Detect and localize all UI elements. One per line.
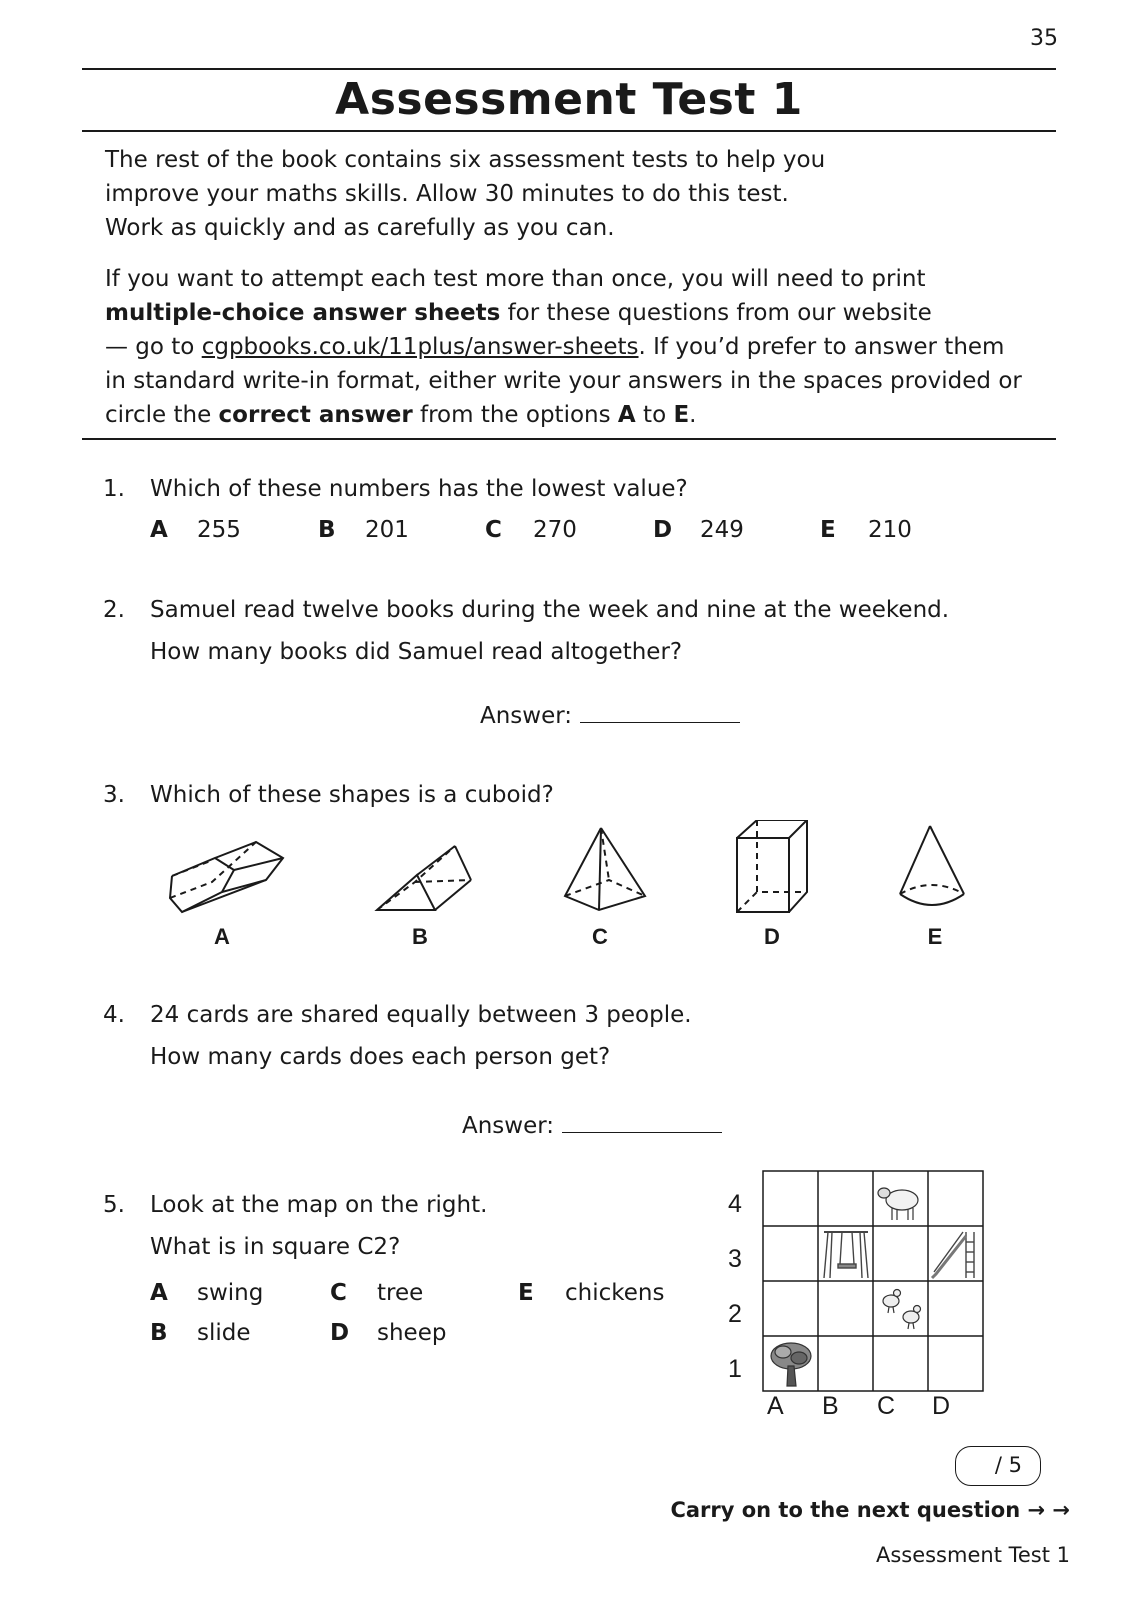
option-e-value[interactable]: chickens: [565, 1280, 665, 1306]
question-3-text: Which of these shapes is a cuboid?: [150, 782, 554, 808]
option-c-value[interactable]: tree: [377, 1280, 424, 1306]
question-5-line-2: What is in square C2?: [150, 1234, 401, 1260]
intro-line: in standard write-in format, either write your answers in the spaces provided or: [105, 368, 1022, 394]
intro-line: If you want to attempt each test more than once, you will need to print: [105, 266, 926, 292]
map-row-label: 4: [728, 1190, 742, 1218]
question-4-line-1: 24 cards are shared equally between 3 people.: [150, 1002, 692, 1028]
intro-line: circle the correct answer from the options A to E.: [105, 402, 697, 428]
question-4-answer: [462, 1113, 722, 1139]
page-number: 35: [1030, 26, 1058, 51]
intro-paragraph-1: [105, 143, 1025, 245]
question-1-text: Which of these numbers has the lowest value?: [150, 476, 688, 502]
question-3-shapes: [160, 820, 1000, 935]
chickens-icon: [883, 1290, 921, 1330]
map-row-label: 3: [728, 1245, 742, 1273]
question-5-line-1: Look at the map on the right.: [150, 1192, 488, 1218]
question-2-answer: [480, 703, 740, 729]
answer-sheets-link[interactable]: cgpbooks.co.uk/11plus/answer-sheets: [201, 334, 639, 360]
intro-paragraph-2: [105, 262, 1025, 432]
triangular-prism-icon[interactable]: [377, 846, 471, 910]
map-row-label: 1: [728, 1355, 742, 1383]
option-a-value[interactable]: swing: [197, 1280, 264, 1306]
title-top-rule: [82, 68, 1056, 70]
answer-label: Answer:: [462, 1113, 555, 1139]
option-b-letter[interactable]: B: [318, 517, 336, 543]
title-bottom-rule: [82, 130, 1056, 132]
option-d-value[interactable]: sheep: [377, 1320, 447, 1346]
option-d-letter[interactable]: D: [653, 517, 673, 543]
option-b-value[interactable]: 201: [365, 517, 409, 543]
option-e-value[interactable]: 210: [868, 517, 912, 543]
option-c-value[interactable]: 270: [533, 517, 577, 543]
option-c-letter[interactable]: C: [330, 1280, 347, 1306]
question-5-options: [150, 1280, 690, 1360]
slide-icon: [932, 1232, 974, 1278]
option-b-letter[interactable]: B: [150, 1320, 168, 1346]
tree-icon: [771, 1343, 811, 1386]
map-column-label: B: [822, 1392, 839, 1420]
intro-line: — go to cgpbooks.co.uk/11plus/answer-sheets. If you’d prefer to answer them: [105, 334, 1005, 360]
question-1-options: [150, 517, 970, 551]
option-e-letter[interactable]: E: [518, 1280, 534, 1306]
carry-on-text: Carry on to the next question → →: [670, 1498, 1070, 1522]
map: [720, 1170, 1020, 1420]
option-a-value[interactable]: 255: [197, 517, 241, 543]
shape-d-label[interactable]: D: [764, 924, 780, 949]
question-2-line-1: Samuel read twelve books during the week and nine at the weekend.: [150, 597, 950, 623]
cone-icon[interactable]: [900, 826, 964, 905]
question-5-number: 5.: [103, 1192, 125, 1218]
question-4-line-2: How many cards does each person get?: [150, 1044, 611, 1070]
question-3-number: 3.: [103, 782, 125, 808]
sheep-icon: [878, 1188, 918, 1220]
question-2-line-2: How many books did Samuel read altogether?: [150, 639, 683, 665]
intro-bottom-rule: [82, 438, 1056, 440]
answer-label: Answer:: [480, 703, 573, 729]
shape-b-label[interactable]: B: [412, 924, 428, 949]
question-1-number: 1.: [103, 476, 125, 502]
question-2-number: 2.: [103, 597, 125, 623]
option-d-letter[interactable]: D: [330, 1320, 350, 1346]
question-4-number: 4.: [103, 1002, 125, 1028]
option-d-value[interactable]: 249: [700, 517, 744, 543]
page-title: Assessment Test 1: [335, 74, 803, 125]
intro-line: Work as quickly and as carefully as you can.: [105, 215, 615, 241]
swing-icon: [824, 1232, 868, 1278]
intro-line: multiple-choice answer sheets for these questions from our website: [105, 300, 932, 326]
map-column-label: D: [932, 1392, 951, 1420]
option-c-letter[interactable]: C: [485, 517, 502, 543]
pentagonal-prism-icon[interactable]: [170, 842, 283, 912]
map-column-label: A: [767, 1392, 784, 1420]
map-grid: [762, 1170, 986, 1394]
footer-title: Assessment Test 1: [875, 1543, 1070, 1567]
option-b-value[interactable]: slide: [197, 1320, 251, 1346]
question-4-answer-field[interactable]: [562, 1113, 722, 1133]
shape-a-label[interactable]: A: [214, 924, 230, 949]
option-a-letter[interactable]: A: [150, 517, 168, 543]
shape-e-label[interactable]: E: [927, 924, 943, 949]
answer-sheets-emphasis: multiple-choice answer sheets: [105, 300, 501, 326]
square-pyramid-icon[interactable]: [565, 828, 645, 910]
intro-line: improve your maths skills. Allow 30 minutes to do this test.: [105, 181, 789, 207]
cuboid-icon[interactable]: [737, 820, 807, 912]
shape-c-label[interactable]: C: [592, 924, 608, 949]
map-row-label: 2: [728, 1300, 742, 1328]
question-2-answer-field[interactable]: [580, 703, 740, 723]
map-column-label: C: [877, 1392, 896, 1420]
intro-line: The rest of the book contains six assessment tests to help you: [105, 147, 826, 173]
option-a-letter[interactable]: A: [150, 1280, 168, 1306]
option-e-letter[interactable]: E: [820, 517, 836, 543]
score-box: / 5: [955, 1446, 1041, 1486]
